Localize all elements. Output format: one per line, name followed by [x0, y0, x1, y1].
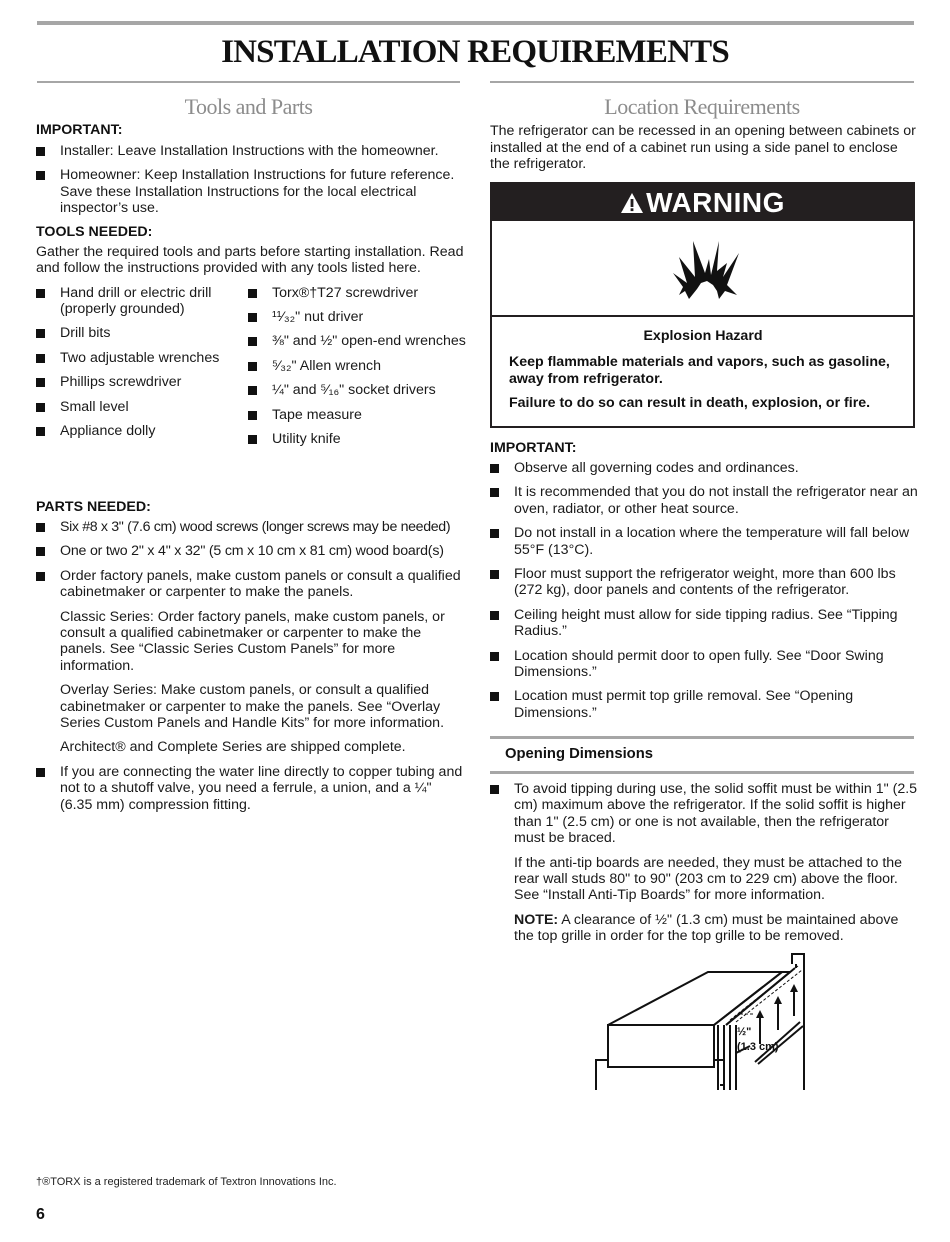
square-bullet-icon	[36, 329, 45, 338]
hazard-title: Explosion Hazard	[643, 328, 763, 344]
square-bullet-icon	[36, 427, 45, 436]
top-rule	[37, 21, 914, 25]
square-bullet-icon	[248, 313, 257, 322]
list-item: Ceiling height must allow for side tipping radius. See “Tipping Radius.”	[490, 607, 918, 640]
list-item: Hand drill or electric drill (properly grounded)	[36, 285, 248, 318]
list-item: Phillips screwdriver	[36, 374, 248, 390]
section-title-location-requirements: Location Requirements	[604, 94, 800, 119]
tools-list-col2	[248, 285, 466, 456]
square-bullet-icon	[248, 362, 257, 371]
list-item: Six #8 x 3" (7.6 cm) wood screws (longer screws may be needed)	[36, 519, 466, 535]
list-item: Utility knife	[248, 431, 466, 447]
page-number: 6	[36, 1206, 45, 1223]
important-list	[36, 143, 466, 217]
square-bullet-icon	[490, 464, 499, 473]
list-item: Small level	[36, 399, 248, 415]
refrigerator-top-diagram-icon	[590, 950, 830, 1090]
square-bullet-icon	[36, 572, 45, 581]
list-item: Homeowner: Keep Installation Instructions for future reference. Save these Installation Instructions for the local electrical inspector’s use.	[36, 167, 466, 216]
warning-box	[490, 182, 915, 428]
trademark-footnote: †®TORX is a registered trademark of Textron Innovations Inc.	[36, 1176, 337, 1188]
list-item: Order factory panels, make custom panels or consult a qualified cabinetmaker or carpenter to make the panels.	[36, 568, 466, 601]
list-item: Two adjustable wrenches	[36, 350, 248, 366]
square-bullet-icon	[490, 570, 499, 579]
parts-list	[36, 519, 466, 601]
left-column	[36, 122, 466, 455]
parts-list-continued	[36, 764, 466, 813]
page-title: INSTALLATION REQUIREMENTS	[221, 34, 729, 70]
square-bullet-icon	[248, 435, 257, 444]
list-item: Floor must support the refrigerator weight, more than 600 lbs (272 kg), door panels and contents of the refrigerator.	[490, 566, 918, 599]
list-item: Installer: Leave Installation Instructions with the homeowner.	[36, 143, 466, 159]
tools-grid	[36, 285, 466, 456]
anti-tip-paragraph: If the anti-tip boards are needed, they must be attached to the rear wall studs 80" to 90" (203 cm to 229 cm) above the floor. See “Install Anti-Tip Boards” for more information.	[514, 854, 903, 904]
square-bullet-icon	[36, 289, 45, 298]
explosion-icon	[671, 233, 741, 303]
architect-series-paragraph: Architect® and Complete Series are shipped complete.	[60, 739, 406, 756]
opening-dimensions-content	[490, 781, 918, 953]
list-item: One or two 2" x 4" x 32" (5 cm x 10 cm x 81 cm) wood board(s)	[36, 543, 466, 559]
important-label: IMPORTANT:	[490, 440, 577, 456]
warning-header: WARNING	[492, 184, 913, 221]
square-bullet-icon	[36, 354, 45, 363]
square-bullet-icon	[36, 378, 45, 387]
list-item: Appliance dolly	[36, 423, 248, 439]
list-item: Torx®†T27 screwdriver	[248, 285, 466, 301]
square-bullet-icon	[248, 411, 257, 420]
clearance-cm-label: (1.3 cm)	[737, 1041, 779, 1053]
list-item: Observe all governing codes and ordinances.	[490, 460, 918, 476]
square-bullet-icon	[248, 289, 257, 298]
list-item: Tape measure	[248, 407, 466, 423]
note-paragraph: NOTE: A clearance of ½" (1.3 cm) must be maintained above the top grille in order for the top grille to be removed.	[514, 911, 899, 945]
square-bullet-icon	[248, 337, 257, 346]
right-section-rule	[490, 81, 914, 83]
square-bullet-icon	[36, 147, 45, 156]
warning-icon-area	[492, 221, 913, 317]
list-item: To avoid tipping during use, the solid soffit must be within 1" (2.5 cm) maximum above the refrigerator. If the solid soffit is higher than 1" (2.5 cm) or one is not available, then the refrigerator must be braced.	[490, 781, 918, 847]
list-item: ⁵⁄₃₂" Allen wrench	[248, 358, 466, 374]
square-bullet-icon	[248, 386, 257, 395]
warning-body	[492, 317, 913, 412]
location-intro: The refrigerator can be recessed in an opening between cabinets or installed at the end of a cabinet run using a side panel to enclose the refrigerator.	[490, 123, 916, 172]
list-item: ¹¹⁄₃₂" nut driver	[248, 309, 466, 325]
location-important-list	[490, 460, 918, 721]
list-item: It is recommended that you do not install the refrigerator near an oven, radiator, or other heat source.	[490, 484, 918, 517]
classic-series-paragraph: Classic Series: Order factory panels, make custom panels, or consult a qualified cabinetmaker or carpenter to make the panels. See “Classic Series Custom Panels” for more information.	[60, 608, 445, 674]
square-bullet-icon	[490, 529, 499, 538]
warning-line-2: Failure to do so can result in death, explosion, or fire.	[509, 395, 871, 411]
list-item: If you are connecting the water line directly to copper tubing and not to a shutoff valve, you need a ferrule, a union, and a ¼" (6.35 mm) compression fitting.	[36, 764, 466, 813]
left-section-rule	[37, 81, 460, 83]
list-item: ⅜" and ½" open-end wrenches	[248, 333, 466, 349]
square-bullet-icon	[490, 611, 499, 620]
overlay-series-paragraph: Overlay Series: Make custom panels, or consult a qualified cabinetmaker or carpenter to make the panels. See “Overlay Series Custom Panels and Handle Kits” for more information.	[60, 682, 445, 732]
location-important	[490, 440, 918, 729]
clearance-fraction-label: ½"	[737, 1026, 752, 1038]
square-bullet-icon	[36, 768, 45, 777]
square-bullet-icon	[36, 171, 45, 180]
parts-section	[36, 499, 466, 821]
square-bullet-icon	[490, 785, 499, 794]
top-grille-clearance-diagram	[590, 950, 830, 1090]
opening-dimensions-header: Opening Dimensions	[490, 736, 914, 774]
square-bullet-icon	[490, 488, 499, 497]
tools-intro: Gather the required tools and parts before starting installation. Read and follow the instructions provided with any tools listed here.	[36, 243, 464, 277]
square-bullet-icon	[490, 692, 499, 701]
square-bullet-icon	[36, 403, 45, 412]
list-item: Drill bits	[36, 325, 248, 341]
section-title-tools-and-parts: Tools and Parts	[184, 94, 313, 119]
opening-list	[490, 781, 918, 847]
list-item: Do not install in a location where the temperature will fall below 55°F (13°C).	[490, 525, 918, 558]
list-item: ¼" and ⁵⁄₁₆" socket drivers	[248, 382, 466, 398]
tools-needed-label: TOOLS NEEDED:	[36, 223, 153, 240]
square-bullet-icon	[490, 652, 499, 661]
list-item: Location must permit top grille removal. See “Opening Dimensions.”	[490, 688, 918, 721]
list-item: Location should permit door to open fully. See “Door Swing Dimensions.”	[490, 648, 918, 681]
warning-line-1: Keep flammable materials and vapors, such as gasoline, away from refrigerator.	[509, 354, 890, 387]
square-bullet-icon	[36, 547, 45, 556]
warning-triangle-icon	[620, 192, 644, 214]
parts-needed-label: PARTS NEEDED:	[36, 499, 151, 515]
tools-list-col1	[36, 285, 248, 456]
important-label: IMPORTANT:	[36, 122, 123, 138]
square-bullet-icon	[36, 523, 45, 532]
